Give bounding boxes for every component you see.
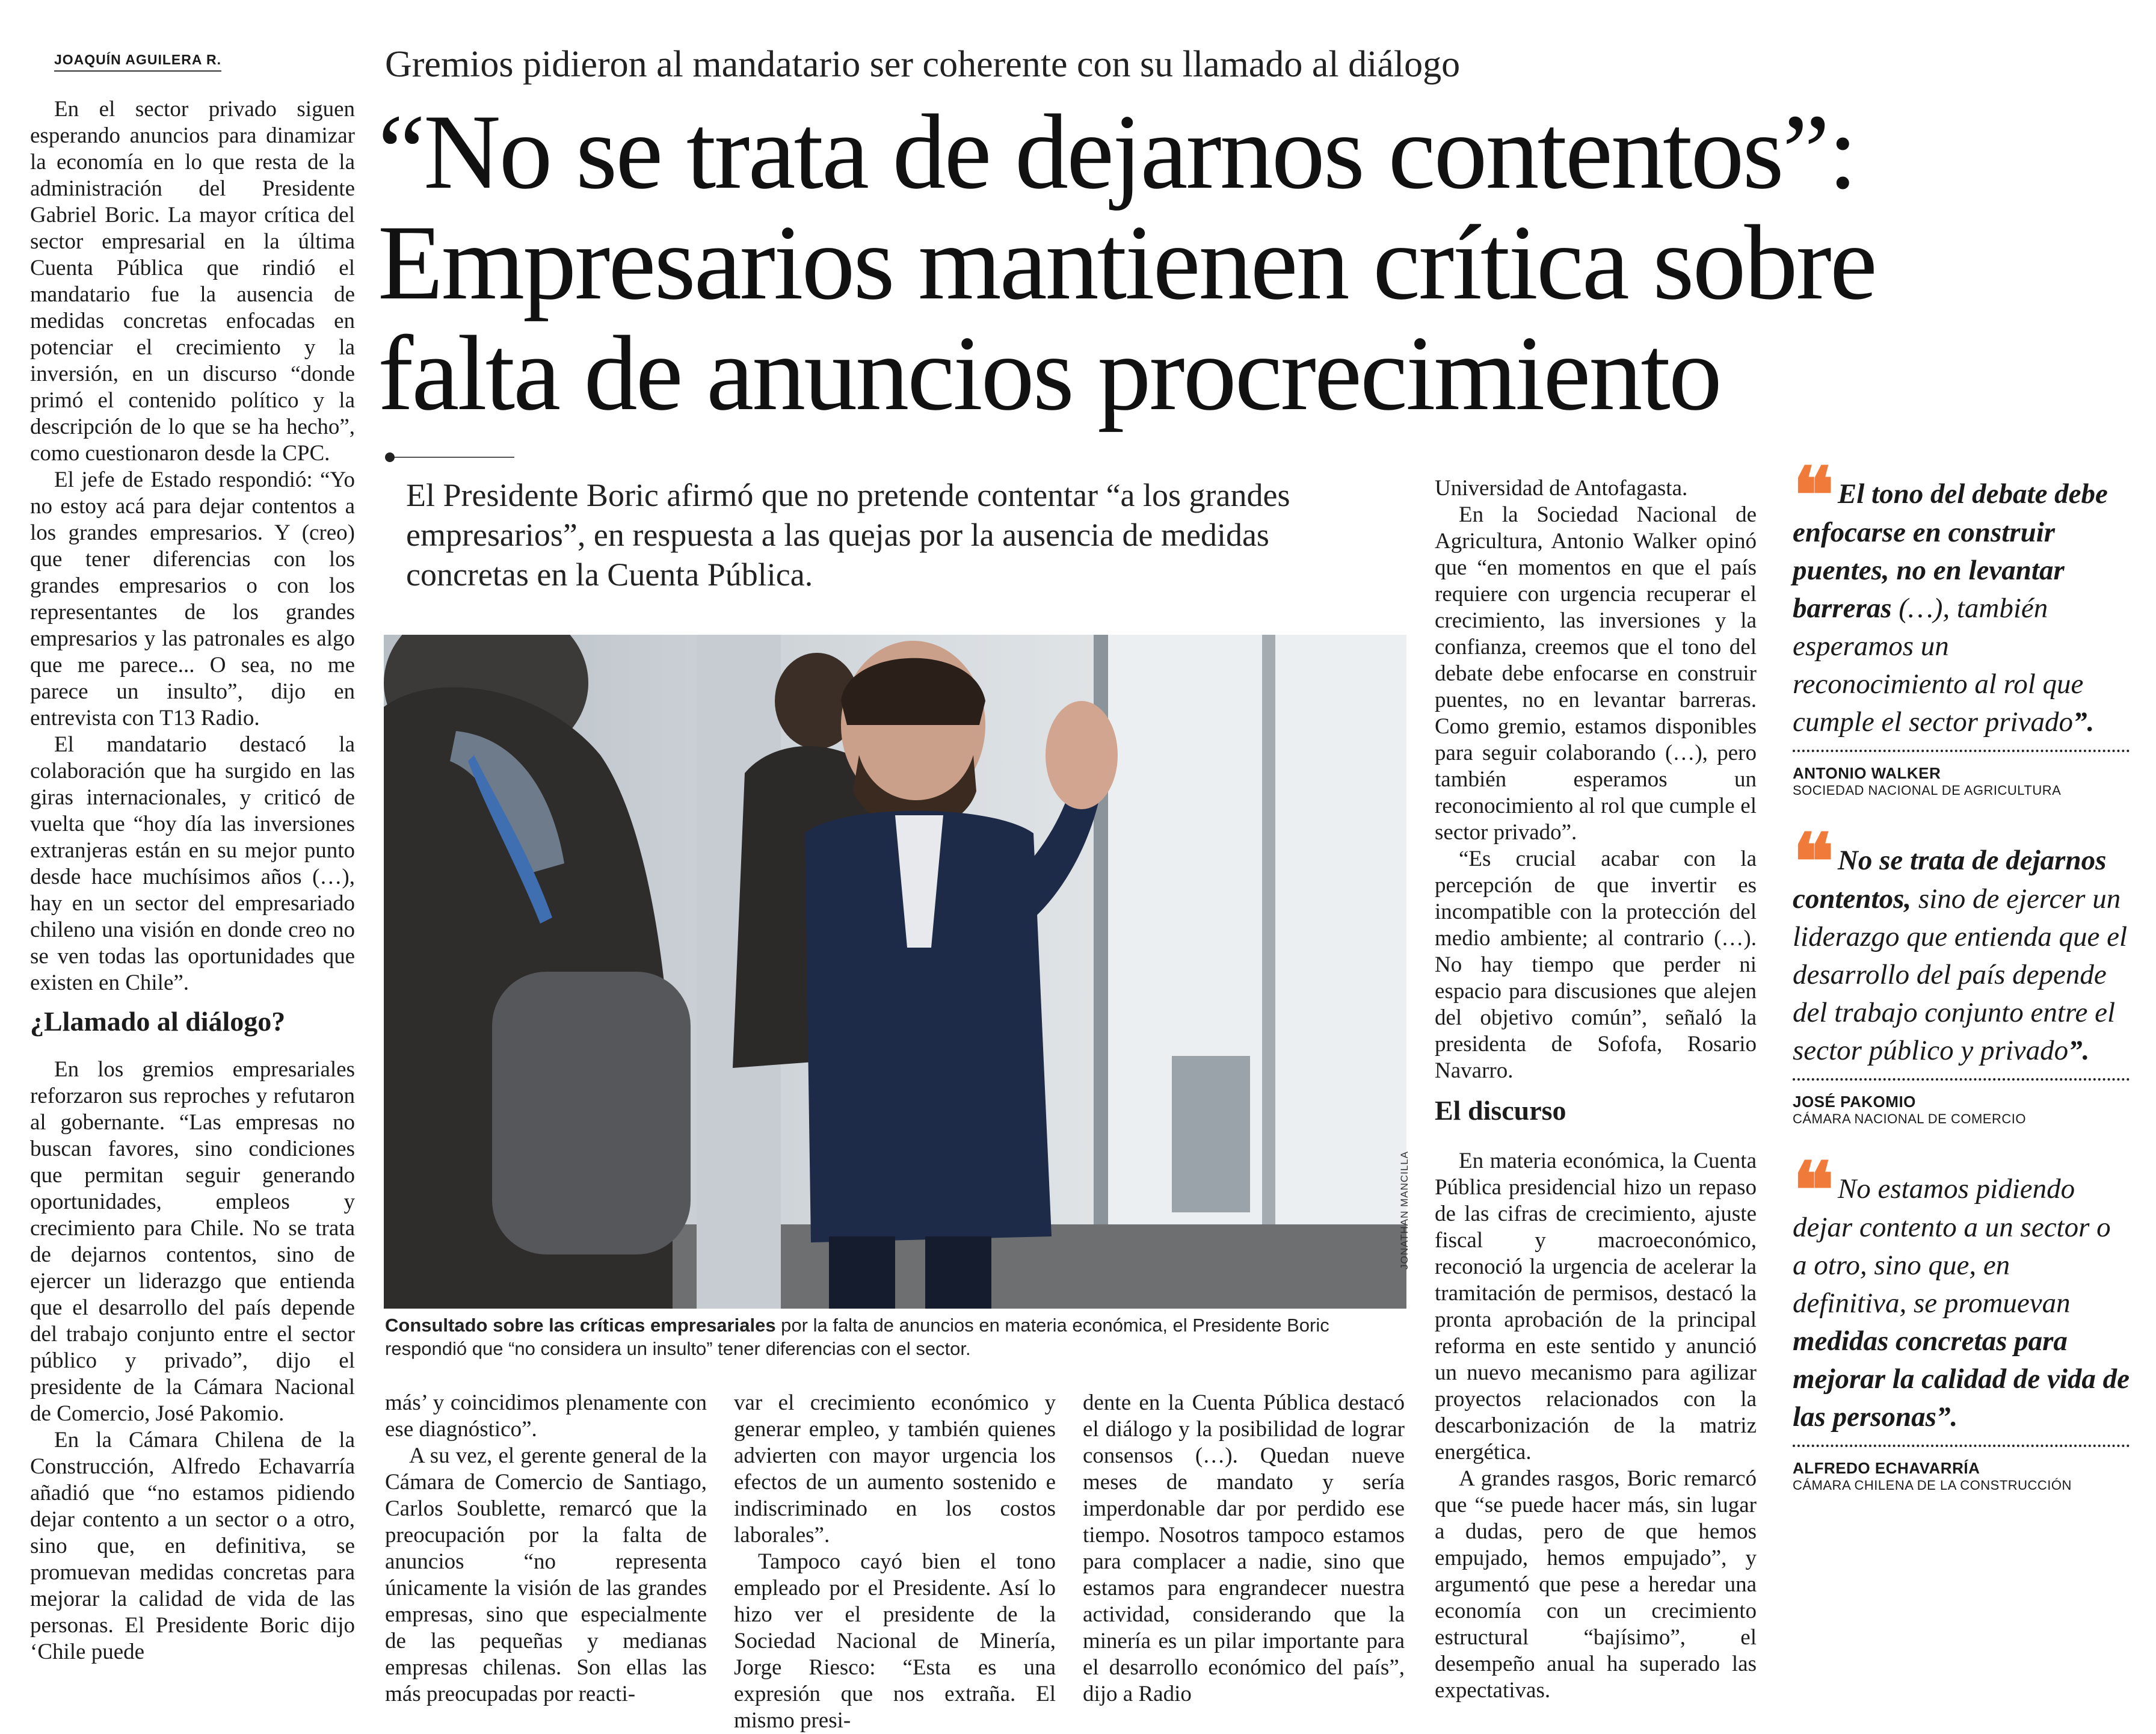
headline	[378, 92, 2002, 433]
col5-paragraph: En la Sociedad Nacional de Agricultura, Antonio Walker opinó que “en momentos en que el país requiere con urgencia recuperar el crecimiento, las inversiones y la confianza, creemos que el tono del debate debe enfocarse en construir puentes, no en levantar barreras. Como gremio, estamos disponibles para seguir colaborando (…), pero también esperamos un reconocimiento al rol que cumple el sector privado”.	[1435, 502, 1757, 845]
col3-paragraph: var el crecimiento económico y generar empleo, y también quienes advierten con mayor urgencia los efectos de un aumento sostenido e indiscriminado en los costos laborales”.	[734, 1390, 1056, 1547]
col2-paragraph: más’ y coincidimos plenamente con ese diagnóstico”.	[385, 1390, 707, 1442]
quote-mark-icon: ❝	[1793, 1146, 1834, 1236]
pull-quote-text	[1793, 817, 2130, 1070]
headline-rule-dot	[385, 452, 395, 462]
news-photo	[384, 635, 1406, 1309]
quote-mark-icon: ❝	[1793, 451, 1834, 541]
column-3	[734, 1390, 1056, 1734]
quote-author: JOSÉ PAKOMIO	[1793, 1093, 1916, 1111]
byline-block	[54, 52, 221, 72]
column-1	[30, 96, 355, 1665]
col3-paragraph: Tampoco cayó bien el tono empleado por el Presidente. Así lo hizo ver el presidente de la Sociedad Nacional de Minería, Jorge Riesco: “Esta es una expresión que nos extraña. El mismo presi-	[734, 1549, 1056, 1733]
col1-paragraph: El jefe de Estado respondió: “Yo no estoy acá para dejar contentos a los grandes empresarios. Y (creo) que tener diferencias con los grandes empresarios o con los representantes de los grandes empresarios y las patronales es algo que me parece... O sea, no me parece un insulto”, dijo en entrevista con T13 Radio.	[30, 467, 355, 730]
quote-bold: No se trata de dejarnos contentos,	[1793, 845, 2107, 915]
quote-divider	[1793, 1078, 2130, 1081]
quote-author: ALFREDO ECHAVARRÍA	[1793, 1459, 1980, 1477]
quote-bold-end: ”.	[2068, 1035, 2090, 1066]
photo-caption	[385, 1313, 1408, 1360]
column-2	[385, 1390, 707, 1708]
subhead-dialogo: ¿Llamado al diálogo?	[30, 1006, 286, 1037]
quote-bold-end: ”.	[2072, 706, 2095, 738]
col5-paragraph: “Es crucial acabar con la percepción de que invertir es incompatible con la protección del medio ambiente; al contrario (…). No hay tiempo que perder ni espacio para discusiones que alejen del objetivo común”, señaló la presidenta de Sofofa, Rosario Navarro.	[1435, 847, 1757, 1083]
byline: JOAQUÍN AGUILERA R.	[54, 52, 221, 72]
pull-quote	[1793, 1146, 2130, 1493]
quote-divider	[1793, 750, 2130, 752]
pull-quote-text	[1793, 451, 2130, 741]
photo-illustration	[384, 635, 1406, 1309]
quote-divider	[1793, 1445, 2130, 1447]
quote-organization: CÁMARA NACIONAL DE COMERCIO	[1793, 1111, 2026, 1126]
col5-paragraph: En materia económica, la Cuenta Pública presidencial hizo un repaso de las cifras de crecimiento, ajuste fiscal y macroeconómico, reconoció la urgencia de acelerar la tramitación de permisos, destacó la pronta aprobación de la principal reforma en este sentido y anunció un nuevo mecanismo para agilizar proyectos relacionados con la descarbonización de la matriz energética.	[1435, 1149, 1757, 1464]
col5-paragraph: A grandes rasgos, Boric remarcó que “se puede hacer más, sin lugar a dudas, pero de que hemos empujado, hemos empujado”, y argumentó que pese a heredar una economía con un crecimiento estructural “bajísimo”, el desempeño anual ha superado las expectativas.	[1435, 1466, 1757, 1703]
headline-line-3: falta de anuncios procrecimiento	[378, 313, 1720, 433]
pull-quote-text	[1793, 1146, 2130, 1436]
quote-organization: CÁMARA CHILENA DE LA CONSTRUCCIÓN	[1793, 1478, 2072, 1493]
column-5	[1435, 475, 1757, 1704]
kicker: Gremios pidieron al mandatario ser coherente con su llamado al diálogo	[385, 44, 1461, 85]
subhead-discurso: El discurso	[1435, 1095, 1566, 1126]
pull-quote	[1793, 817, 2130, 1127]
quote-bold: El tono del debate debe enfocarse en construir puentes, no en levantar barreras	[1793, 478, 2108, 624]
pull-quote	[1793, 451, 2130, 798]
quote-rest: sino de ejercer un liderazgo que entienda que el desarrollo del país depende del trabajo conjunto entre el sector público y privado	[1793, 883, 2128, 1066]
col1-paragraph: El mandatario destacó la colaboración que ha surgido en las giras internacionales, y criticó de vuelta que “hoy día las inversiones extranjeras están en su mejor punto desde hace muchísimos años (…), hay en un sector del empresariado chileno una visión en donde creo no se ven todas las oportunidades que existen en Chile”.	[30, 732, 355, 995]
col1-paragraph: En la Cámara Chilena de la Construcción, Alfredo Echavarría añadió que “no estamos pidiendo dejar contento a un sector o a otro, sino que, en definitiva, se promuevan medidas concretas para mejorar la calidad de vida de las personas. El Presidente Boric dijo ‘Chile puede	[30, 1428, 355, 1664]
quote-bold: medidas concretas para mejorar la calidad de vida de las personas”.	[1793, 1325, 2130, 1433]
photo-credit: JONATHAN MANCILLA	[1399, 1150, 1410, 1270]
col4-paragraph: dente en la Cuenta Pública destacó el diálogo y la posibilidad de lograr consensos (…). Quedan nueve meses de mandato y sería imperdonable dar por perdido ese tiempo. Nosotros tampoco estamos para complacer a nadie, sino que estamos para engrandecer nuestra actividad, considerando que la minería es un pilar importante para el desarrollo económico del país”, dijo a Radio	[1083, 1390, 1405, 1706]
caption-text: por la falta de anuncios en materia económica, el Presidente Boric respondió que “no considera un insulto” tener diferencias con el sector.	[385, 1315, 1329, 1359]
quote-sidebar	[1793, 451, 2130, 1493]
col1-paragraph: En el sector privado siguen esperando anuncios para dinamizar la economía en lo que resta de la administración del Presidente Gabriel Boric. La mayor crítica del sector empresarial en la última Cuenta Pública que rindió el mandatario fue la ausencia de medidas concretas enfocadas en potenciar el crecimiento y la inversión, en un discurso “donde primó el contenido político y la descripción de lo que se ha hecho”, como cuestionaron desde la CPC.	[30, 97, 355, 466]
quote-pre: No estamos pidiendo dejar contento a un sector o a otro, sino que, en definitiva, se promuevan	[1793, 1173, 2111, 1319]
quote-mark-icon: ❝	[1793, 817, 1834, 907]
headline-rule	[388, 457, 514, 458]
headline-line-2: Empresarios mantienen crítica sobre	[378, 203, 1876, 322]
deck: El Presidente Boric afirmó que no pretende contentar “a los grandes empresarios”, en respuesta a las quejas por la ausencia de medidas concretas en la Cuenta Pública.	[406, 477, 1290, 593]
column-4	[1083, 1390, 1405, 1708]
col5-paragraph: Universidad de Antofagasta.	[1435, 476, 1688, 501]
col1-paragraph: En los gremios empresariales reforzaron sus reproches y refutaron al gobernante. “Las empresas no buscan favores, sino condiciones que permitan seguir generando oportunidades, empleos y crecimiento para Chile. No se trata de dejarnos contentos, sino de ejercer un liderazgo que entienda que el desarrollo del país depende del trabajo conjunto entre el sector público y privado”, dijo el presidente de la Cámara Nacional de Comercio, José Pakomio.	[30, 1057, 355, 1426]
col2-paragraph: A su vez, el gerente general de la Cámara de Comercio de Santiago, Carlos Soublette, remarcó que la preocupación por la falta de anuncios “no representa únicamente la visión de las grandes empresas, sino que especialmente de las pequeñas y medianas empresas chilenas. Son ellas las más preocupadas por reacti-	[385, 1443, 707, 1706]
headline-line-1: “No se trata de dejarnos contentos”:	[378, 92, 1856, 211]
quote-author: ANTONIO WALKER	[1793, 764, 1941, 782]
quote-organization: SOCIEDAD NACIONAL DE AGRICULTURA	[1793, 783, 2062, 798]
caption-bold: Consultado sobre las críticas empresariales	[385, 1315, 776, 1336]
quote-rest: (…), también esperamos un reconocimiento al rol que cumple el sector privado	[1793, 593, 2084, 738]
